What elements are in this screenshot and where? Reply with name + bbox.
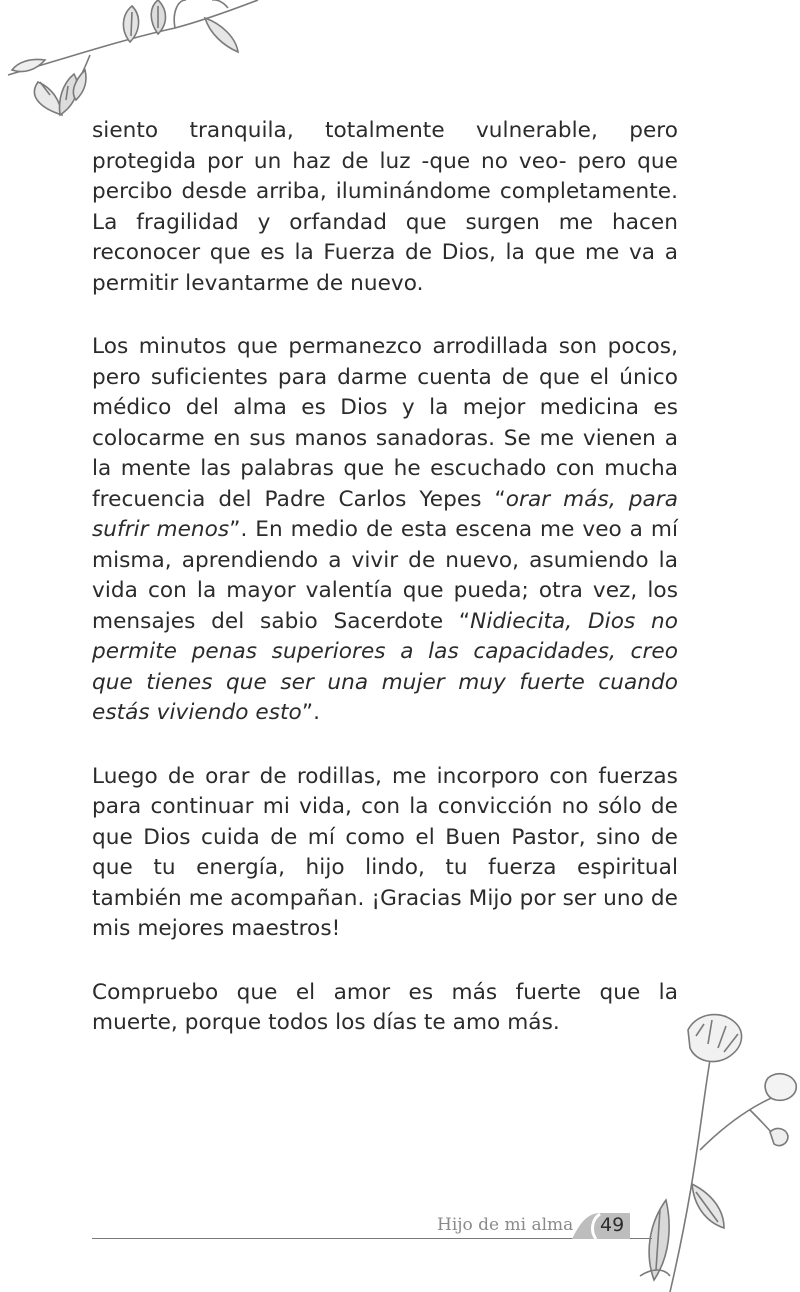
text-segment: Los minutos que permanezco arrodillada son pocos, pero suficientes para darme cuenta de que el único médico del alma es Dios y la mejor medicina es colocarme en sus manos sanadoras. Se me vienen a la mente las palabras que he escuchado con mucha frecuencia del Padre Carlos Yepes “	[92, 334, 678, 512]
body-text	[92, 116, 678, 1072]
paragraph	[92, 116, 678, 299]
paragraph	[92, 332, 678, 729]
italic-quote: Nidiecita, Dios no permite penas superiores a las capacidades, creo que tienes que ser una mujer muy fuerte cuando estás viviendo esto	[92, 608, 678, 725]
text-segment: siento tranquila, totalmente vulnerable, pero protegida por un haz de luz -que no veo- pero que percibo desde arriba, iluminándome completamente. La fragilidad y orfandad que surgen me hacen reconocer que es la Fuerza de Dios, la que me va a permitir levantarme de nuevo.	[92, 118, 678, 296]
text-segment: Luego de orar de rodillas, me incorporo con fuerzas para continuar mi vida, con la convicción no sólo de que Dios cuida de mí como el Buen Pastor, sino de que tu energía, hijo lindo, tu fuerza espiritual también me acompañan. ¡Gracias Mijo por ser uno de mis mejores maestros!	[92, 763, 678, 941]
running-title: Hijo de mi alma	[437, 1215, 574, 1235]
page-number: 49	[600, 1214, 625, 1236]
italic-quote: orar más, para sufrir menos	[92, 486, 678, 542]
paragraph	[92, 978, 678, 1039]
footer-divider	[92, 1238, 652, 1239]
paragraph	[92, 762, 678, 945]
leafy-branch-illustration-icon	[0, 0, 260, 130]
text-segment: ”. En medio de esta escena me veo a mí misma, aprendiendo a vivir de nuevo, asumiendo la vida con la mayor valentía que pueda; otra vez, los mensajes del sabio Sacerdote “	[92, 517, 678, 634]
text-segment: Compruebo que el amor es más fuerte que la muerte, porque todos los días te amo más.	[92, 979, 678, 1035]
text-segment: ”.	[301, 700, 320, 725]
wildflower-illustration-icon	[600, 1000, 800, 1292]
